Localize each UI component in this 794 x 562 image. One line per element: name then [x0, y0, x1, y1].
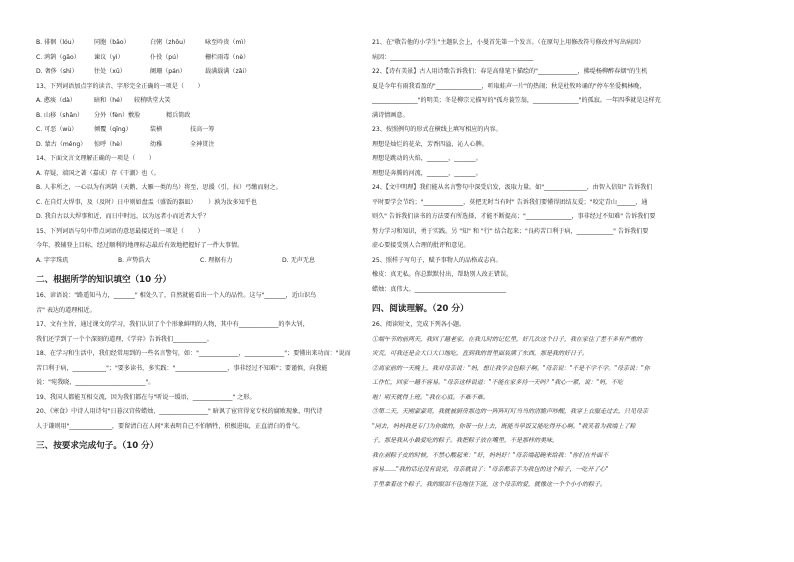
- passage-line: 子，那是我从小最爱吃的粽子。我把粽子放在嘴里，不是那样的美味，: [372, 437, 559, 444]
- question-16-cont: 音" 表达的道理相近。: [36, 306, 96, 314]
- question-13: 13、下列词语加点字的读音、字形完全正确的一项是（ ）: [36, 82, 204, 90]
- q14-option-c: C. 在自灯大焊事，及（及时）日中则如盘盂（盛饭的器皿） ）孰为汝多知乎也: [36, 198, 257, 206]
- question-14: 14、下面文言文理解正确的一项是（ ）: [36, 155, 155, 162]
- q23-blank-1: 理想是跳动的火焰，_______，_______。: [372, 155, 482, 162]
- q15-sentence: 今年，教辅登上目标，经过顺利的地理标志最后有效地把握好了一件大事情。: [36, 242, 244, 249]
- option-part: 往处（xū）: [94, 68, 126, 75]
- q25-blank: 蜡烛：真伟大。______________________________: [372, 285, 507, 293]
- option-part: 较稍哄堂大笑: [134, 97, 171, 104]
- question-24-cont3: 努力学习和知识，勇于实践。另 "知" 和 "行" 结合起来；"良药苦口利于病，____________" 告诉我们要: [372, 227, 649, 235]
- question-17-cont: 我们还学到了一个个深刻的道理，《学弈》告诉我们___________。: [36, 335, 213, 343]
- option-part: B. 山移（shān）: [36, 111, 84, 119]
- passage-line: ①端午节的前两天，我回了趟老家。在我儿时的记忆里，好几次这个日子，我在家住了差不多有严重的: [372, 335, 643, 343]
- question-20: 20、《寒食》中诗人用诗句"日暮汉宫传蜡烛，________________" 暗讽了宦官得宠专权的腐败现象，明代诗: [36, 408, 323, 415]
- option-part: 技高一筹: [190, 126, 215, 133]
- q15-options: [36, 256, 358, 265]
- section-2-heading: 二、根据所学的知识填空（10 分）: [36, 274, 172, 285]
- question-26: 26、阅读短文，完成下列各小题。: [372, 321, 466, 328]
- option-part: 暗和（hé）: [94, 97, 126, 104]
- question-22-cont3: 满诗情画意。: [372, 111, 409, 119]
- question-18-cont: 苦口利于病，___________"；"要多读书，多实践："_________________，事非经过不知难"；要谨慎，向我能: [36, 364, 328, 372]
- passage-line: 灾荒，可我还是会大口大口地吃，直到我的胃里面装满了东西，那是我的好日子。: [372, 350, 589, 357]
- question-16: 16、谚语说："路遥知马力，_______" 相处久了，自然就能看出一个人的品性。这与"_______，近山识鸟: [36, 292, 317, 299]
- option-part: A. 憨痰（dà）: [36, 97, 76, 104]
- option-part: 分外（fèn）敷脸: [94, 111, 141, 119]
- q13-option-c: [36, 125, 358, 134]
- option-part: A. 字字珠玑: [36, 256, 69, 264]
- option-part: C. 理据有力: [200, 256, 233, 264]
- question-17: 17、文有主旨，通过课文的学习，我们认识了个个形象鲜明的人物，其中有_____________的李大钊，: [36, 321, 309, 328]
- option-part: 精兵简政: [166, 111, 191, 119]
- q23-blank-2: 理想是奔腾的河流，_______，_______。: [372, 169, 482, 177]
- question-25: 25、照样子写句子，赋予事物人的品格或志向。: [372, 256, 502, 264]
- question-21-cause: 病因：_______________________________________________: [372, 53, 534, 61]
- q12-option-c: [36, 53, 358, 62]
- q12-option-b: [36, 38, 358, 47]
- q25-example: 橡皮：真无私。你总默默付出，帮助别人改正错误。: [372, 271, 513, 278]
- option-part: B. 声势浩大: [118, 256, 151, 264]
- q14-option-d: D. 我自古以大焊事和近，而日中时远，以为远者小而近者大乎？: [36, 213, 210, 220]
- question-22: 22、【诗有美景】古人用诗歌告诉我们：春是高鼎笔下描绘的"_____________，拂堤杨柳醉春烟"的生机: [372, 68, 648, 75]
- option-part: 咏至吟贵（mì）: [205, 39, 250, 46]
- question-24-cont2: 则久" 告诉我们读书的方法要有所选择，才能不断提高；"_______________，事非经过不知难" 告诉我们要: [372, 213, 656, 220]
- question-24-cont: 平时要学会节约；"_____________，莫把无时当有时" 告诉我们要懂得团结友爱；"咬定青山______，通: [372, 198, 648, 206]
- option-part: 谏议（yì）: [94, 53, 124, 61]
- passage-line: 手里拿着这个粽子，我的眼泪不住地往下流，这个母亲的爱，就像这一个个小小的粽子。: [372, 480, 607, 488]
- question-24-cont4: 虚心要接受别人合理的批评和意见。: [372, 242, 470, 249]
- option-part: C. 可恶（wù）: [36, 126, 78, 133]
- option-part: 幼稚: [150, 140, 163, 148]
- option-part: 倾覆（qīng）: [94, 126, 132, 133]
- passage-line: 容易……"我的话还没有说完，母亲就说了："母亲都亲手为我包的这个粽子，一吃开了心": [372, 466, 609, 473]
- option-part: 同胞（bāo）: [94, 39, 130, 46]
- option-part: D. 无声无息: [282, 256, 315, 264]
- q13-option-b: [36, 111, 358, 120]
- question-24: 24、【文中明理】我们能从名言警句中深受启发，汲取力量。如"______________，由智入信知" 告诉我们: [372, 184, 653, 191]
- left-column: [36, 38, 358, 452]
- q13-option-d: [36, 140, 358, 149]
- option-part: B. 徘徊（lóu）: [36, 39, 78, 46]
- question-22-cont: 夏是今年有雨我看盈的"_______________，听取蛙声一片"的热闹；秋是杜牧吟诵的"停车坐爱枫林晚，: [372, 82, 646, 90]
- passage-line: 我在剥粽子皮的时候，不禁心酸起来："好，妈妈好！"母亲端起碗来给我："你们在外面不: [372, 451, 609, 459]
- q23-example: 理想是灿烂的花朵，芳香四溢，沁人心脾。: [372, 140, 488, 148]
- option-part: 载满载满（zǎi）: [205, 68, 251, 75]
- section-4-heading: 四、阅读理解。（20 分）: [372, 303, 469, 314]
- passage-line: "同去，妈妈我是专门为你做的，你带一份上去，既能当早饭又能吃得开心啊。"我笑着为我端上了粽: [372, 422, 636, 430]
- passage-line: 工作忙，回家一趟不容易。"母亲这样说道："不能在家多待一天吗？"我心一紧，说："妈，不吃: [372, 379, 624, 386]
- section-3-heading: 三、按要求完成句子。（10 分）: [36, 440, 159, 451]
- q13-option-a: [36, 96, 358, 105]
- question-22-cont2: _______________"的明美；冬是柳宗元描写的"孤舟蓑笠翁，_______________"的孤寂。一年四季就是这样充: [372, 97, 661, 104]
- option-part: 仆役（pú）: [150, 53, 183, 61]
- option-part: D. 蒙古（měng）: [36, 140, 87, 148]
- passage-line: ②离家前的一天晚上，我对母亲说："妈，想让我学会包粽子啊。"母亲说："不是不学不学。"母亲说："你: [372, 364, 650, 372]
- question-21: 21、在"敬告他的小学生"主题队会上，小曼首先第一个发言。（在原句上用修改符号修改并写出病因）: [372, 39, 645, 46]
- question-20-cont: 人于谦则用"______________，要留清白在人间"来表明自己不怕牺牲，积极进取，正直清白的骨气。: [36, 422, 304, 430]
- question-15: 15、下列词语与句中带点词语的意思最接近的一项是（ ）: [36, 227, 204, 235]
- question-18: 18、在学习和生活中，我们经常用到的一些名言警句，如："_____________，_____________"；要懂出来功而："说而: [36, 350, 351, 357]
- option-part: 全神贯注: [190, 140, 215, 148]
- question-23: 23、按照例句的形式在横线上填写相应的内容。: [372, 126, 502, 133]
- option-part: D. 奢侈（shì）: [36, 68, 78, 75]
- option-part: C. 鸿鹄（gāo）: [36, 53, 80, 61]
- q12-option-d: [36, 67, 358, 76]
- question-19: 19、我国人都能互相交流，因为我们都在与"听说一缓语，_____________" 之形。: [36, 393, 256, 401]
- option-part: 栅栏雨毒（nè）: [205, 53, 250, 61]
- q14-option-a: A. 存疑，端国之著（嘉成）存《干潮》也（。: [36, 169, 160, 177]
- question-18-cont2: 说："宛我晓，_______________________"。: [36, 379, 155, 386]
- q14-option-b: B. 人非所之，一心以为有鸿鹄（天鹅、大雁一类的鸟）将至，思援（引，拉）弓缴而射之。: [36, 184, 282, 191]
- option-part: 阑珊（pán）: [150, 68, 186, 75]
- option-part: 装横: [150, 126, 163, 133]
- reading-passage: [372, 335, 702, 489]
- right-column: [372, 38, 702, 489]
- option-part: 惊呼（hè）: [94, 140, 126, 148]
- option-part: 白粥（zhōu）: [150, 39, 190, 46]
- passage-line: ③第二天，天刚蒙蒙亮，我就被厨房那边的一阵阵叮叮当当的清脆声吵醒，我穿上衣服走过去，只见母亲: [372, 408, 649, 415]
- passage-line: 啦！明天就得上班。"我在心底。不难不难。: [372, 393, 489, 401]
